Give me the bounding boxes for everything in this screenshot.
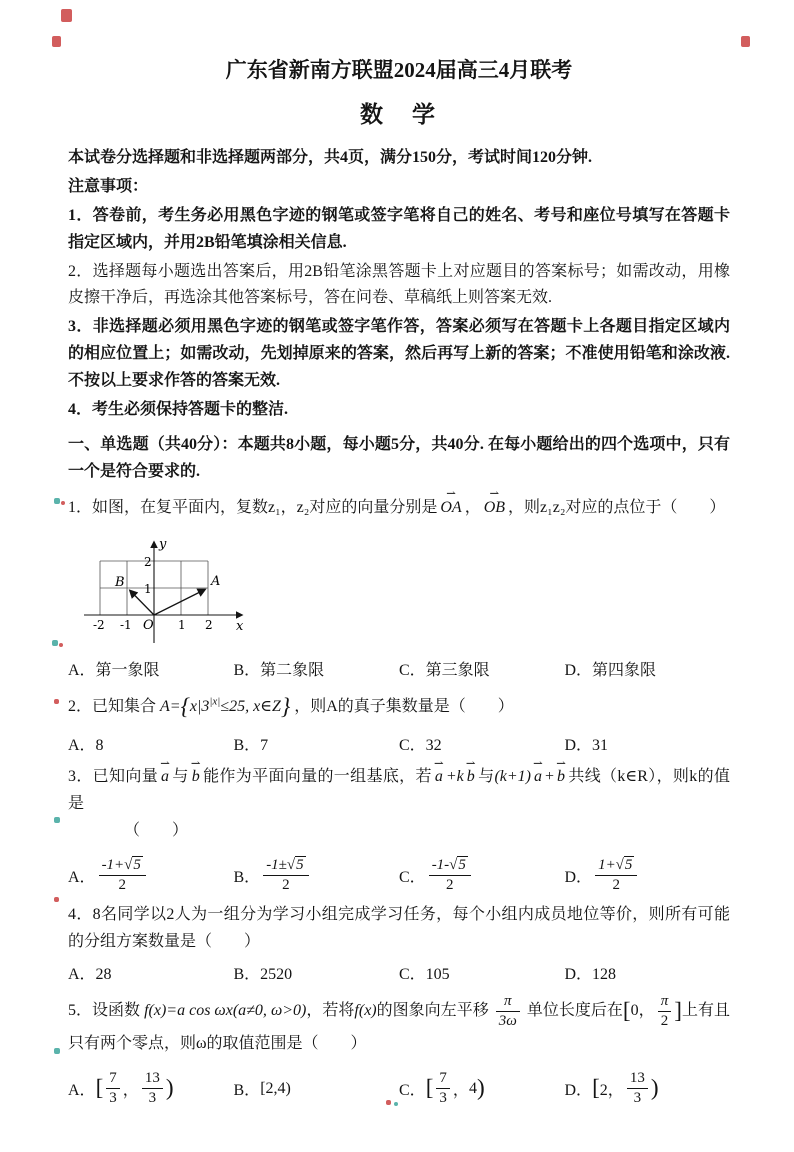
function-definition: f(x)=a cos ωx(a≠0, ω>0) bbox=[144, 1002, 307, 1020]
vector-b: ⇀ b bbox=[191, 763, 201, 791]
y-tick: 1 bbox=[144, 582, 152, 597]
question-3-text: 3．已知向量 ⇀ a 与 ⇀ b 能作为平面向量的一组基底，若 ⇀ a +k ⇀ b 与(k+1) ⇀ a + ⇀ b 共线（k∈R），则k的值是 bbox=[68, 763, 730, 818]
option-b: B． [2,4) bbox=[233, 1079, 291, 1100]
question-2 bbox=[68, 688, 730, 755]
option-b: B． $\frac{-1\pm√5}{2}$ bbox=[234, 857, 400, 895]
option-d: D． $\frac{1+√5}{2}$ bbox=[565, 857, 731, 895]
x-axis-label: x bbox=[236, 619, 244, 635]
option-a: A．8 bbox=[68, 737, 104, 755]
scan-artifact bbox=[52, 36, 61, 47]
option-c: C．105 bbox=[399, 966, 450, 984]
notice-item-4: 4．考生必须保持答题卡的整洁. bbox=[68, 400, 289, 418]
scan-artifact bbox=[54, 897, 59, 902]
scan-artifact bbox=[61, 9, 72, 22]
complex-plane-figure bbox=[74, 533, 730, 652]
option-c: C．第三象限 bbox=[399, 662, 490, 680]
option-c: C．32 bbox=[399, 737, 442, 755]
notice-title: 注意事项： bbox=[68, 177, 149, 195]
scan-artifact bbox=[59, 643, 63, 647]
option-a: A． [ $\frac{7}{3}$ ， $\frac{13}{3}$ ) bbox=[68, 1070, 174, 1107]
question-2-text: 2．已知集合 $A=\{x|3^{|x|}\le 25$, x∈Z} ，则A的真子集数量是（ ） bbox=[68, 694, 514, 721]
question-3-options bbox=[68, 857, 730, 895]
scan-artifact bbox=[54, 699, 59, 704]
shift-fraction: $\frac{\pi}{3\omega}$ bbox=[496, 993, 520, 1031]
option-b: B．7 bbox=[233, 737, 269, 755]
option-d: D．31 bbox=[564, 737, 609, 755]
q1-text-post: ，则z₁z₂对应的点位于（ ） bbox=[508, 498, 726, 516]
question-4-text: 4．8名同学以2人为一组分为学习小组完成学习任务，每个小组内成员地位等价，则所有可能的分组方案数量是（ ） bbox=[68, 906, 730, 951]
question-5-options bbox=[68, 1070, 730, 1108]
notice-item-3: 3．非选择题必须用黑色字迹的钢笔或签字笔作答，答案必须写在答题卡上各题目指定区域内的相应位置上；如需改动，先划掉原来的答案，然后再写上新的答案；不准使用铅笔和涂改液. 不按以上要求作答的答案无效. bbox=[68, 318, 730, 389]
notice-item-1: 1．答卷前，考生务必用黑色字迹的钢笔或签字笔将自己的姓名、考号和座位号填写在答题卡指定区域内，并用2B铅笔填涂相关信息. bbox=[68, 206, 730, 251]
section-header: 一、单选题（共40分）：本题共8小题，每小题5分，共40分. 在每小题给出的四个选项中，只有一个是符合要求的. bbox=[68, 435, 730, 480]
vector-b: ⇀ b bbox=[556, 763, 566, 791]
option-c: C． [ $\frac{7}{3}$ ， 4 ) bbox=[399, 1070, 485, 1107]
question-5 bbox=[68, 992, 730, 1107]
question-1-options bbox=[68, 657, 730, 680]
scan-artifact bbox=[52, 640, 58, 646]
option-a: A． $\frac{-1+√5}{2}$ bbox=[68, 857, 234, 895]
scan-artifact bbox=[386, 1100, 391, 1105]
question-4 bbox=[68, 902, 730, 984]
option-a: A．第一象限 bbox=[68, 662, 160, 680]
vector-b: ⇀ b bbox=[466, 763, 476, 791]
origin-label: O bbox=[143, 618, 154, 634]
question-4-options bbox=[68, 961, 730, 984]
point-a-label: A bbox=[211, 574, 221, 590]
question-5-text: 5．设函数 f(x)=a cos ωx(a≠0, ω>0)，若将f(x)的图象向左平移 $\frac{\pi}{3\omega}$ 单位长度后在[0， $\frac{\pi}{2}$ ]上有且只有两个零点，则ω的取值范围是（ ） bbox=[68, 992, 730, 1053]
scan-artifact bbox=[54, 498, 60, 504]
x-tick: -1 bbox=[120, 618, 132, 633]
question-1-text: 1．如图，在复平面内，复数z₁，z₂对应的向量分别是 ⇀ OA ， ⇀ OB ，则z₁z₂对应的点位于（ ） bbox=[68, 494, 730, 522]
option-d: D．128 bbox=[564, 966, 617, 984]
vector-oa-arrow bbox=[154, 590, 205, 616]
vector-a: ⇀ a bbox=[434, 763, 444, 791]
point-b-label: B bbox=[115, 575, 125, 591]
question-3-blank: （ ） bbox=[124, 822, 189, 840]
option-b: B．2520 bbox=[233, 966, 293, 984]
question-2-options bbox=[68, 732, 730, 755]
x-tick: -2 bbox=[93, 618, 105, 633]
scan-artifact bbox=[54, 1048, 60, 1054]
scan-artifact bbox=[54, 817, 60, 823]
question-1 bbox=[68, 494, 730, 681]
interval-end-fraction: $\frac{\pi}{2}$ bbox=[658, 993, 672, 1031]
question-3 bbox=[68, 763, 730, 894]
scan-artifact bbox=[61, 501, 65, 505]
x-tick: 2 bbox=[205, 618, 213, 633]
vector-ob: ⇀ OB bbox=[483, 494, 506, 522]
option-d: D．第四象限 bbox=[564, 662, 657, 680]
vector-oa: ⇀ OA bbox=[439, 494, 462, 522]
x-tick: 1 bbox=[178, 618, 186, 633]
option-a: A．28 bbox=[68, 966, 112, 984]
option-b: B．第二象限 bbox=[233, 662, 325, 680]
q1-text-pre: 1．如图，在复平面内，复数z₁，z₂对应的向量分别是 bbox=[68, 498, 438, 516]
set-formula: $A=\{x|3^{|x|}\le 25$, x∈Z} bbox=[160, 694, 291, 721]
y-axis-label: y bbox=[159, 537, 167, 553]
y-tick: 2 bbox=[144, 555, 152, 570]
option-d: D． [ 2， $\frac{13}{3}$ ) bbox=[564, 1070, 659, 1107]
exam-summary: 本试卷分选择题和非选择题两部分，共4页，满分150分，考试时间120分钟. bbox=[68, 149, 593, 166]
notice-item-2: 2．选择题每小题选出答案后，用2B铅笔涂黑答题卡上对应题目的答案标号；如需改动，用橡皮擦干净后，再选涂其他答案标号，答在问卷、草稿纸上则答案无效. bbox=[68, 262, 730, 307]
vector-a: ⇀ a bbox=[533, 763, 543, 791]
subam subject-title: 数 学 bbox=[360, 102, 438, 127]
scan-artifact bbox=[741, 36, 750, 47]
option-c: C． $\frac{-1-√5}{2}$ bbox=[399, 857, 565, 895]
vector-a: ⇀ a bbox=[160, 763, 170, 791]
page-title: 广东省新南方联盟2024届高三4月联考 bbox=[225, 58, 573, 82]
scan-artifact bbox=[394, 1102, 398, 1106]
